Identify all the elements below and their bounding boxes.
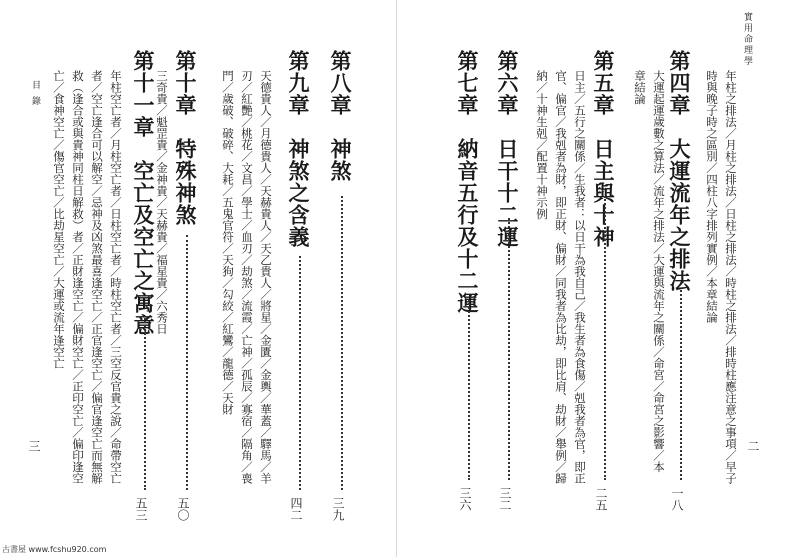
chapter-7-title: 第七章 納音五行及十二運	[455, 50, 480, 314]
dot-leader	[680, 290, 683, 480]
chapter-4-title: 第四章 大運流年之排法	[667, 50, 692, 292]
chapter-10-title: 第十章 特殊神煞	[173, 50, 198, 226]
chapter-8-page: 三九	[331, 497, 345, 521]
left-page	[0, 0, 396, 557]
chapter-6-page: 三二	[498, 487, 512, 511]
dot-leader	[144, 318, 147, 490]
chapter-6-title: 第六章 日干十二運	[495, 50, 520, 248]
chapter-11-sections: 年柱空亡者／月柱空亡者／日柱空亡者／時柱空亡者／三空反官貴之說／命帶空亡者／空亡逢合可以解空／忌神及凶煞最喜逢空亡／正官逢空亡／偏官逢空亡而無解救（逢合或與貴神同柱日解救）者／正財逢空亡／偏財空亡／正印空亡／偏印逢空亡／食神空亡／傷官空亡／比劫星空亡／大運或流年逢空亡	[52, 70, 123, 484]
chapter-5-title: 第五章 日主與十神	[591, 50, 616, 248]
chapter-4-sections: 大運起運歲數之算法／流年之排法／大運與流年之關係／命宮／命宮之影響／本章結論	[633, 70, 666, 473]
watermark: 古書屋 www.fcshu920.com	[2, 545, 107, 554]
chapter-3-sections: 年柱之排法／月柱之排法／日柱之排法／時柱之排法／排時柱應注意之事項／早子時與晚子時之區別／四柱八字排列實例／本章結論	[705, 70, 738, 484]
dot-leader	[299, 256, 302, 490]
page-header: 實用命理學	[742, 12, 752, 67]
chapter-9-title: 第九章 神煞之含義	[286, 50, 311, 248]
chapter-10-sections: 三奇貴／魁罡貴／金神貴／天赫貴／福星貴／六秀日	[155, 70, 169, 335]
page-header: 目 錄	[30, 80, 40, 107]
chapter-9-sections: 天德貴人／月德貴人／天赫貴人／天乙貴人／將星／金匱／金輿／華蓋／驛馬／羊刃／紅艷／桃花／文昌／學士／血刃／劫煞／流霞／亡神／孤辰／寡宿／隔角／喪門／歲破、破碎、大耗／五鬼官符／天狗／勾絞／紅鸞／龍德／天財	[221, 70, 273, 484]
chapter-5-sections: 日主／五行之關係／生我者：以日干為我自己／我生者為食傷／剋我者為官，即正官、偏官／我剋者為財，即正財、偏財／同我者為比劫，即比肩、劫財／舉例／歸納／十神生剋／配置十神示例	[535, 70, 587, 484]
dot-leader	[341, 196, 344, 490]
dot-leader	[604, 196, 607, 480]
dot-leader	[468, 300, 471, 480]
dot-leader	[186, 235, 189, 490]
chapter-7-page: 三六	[458, 487, 472, 511]
chapter-5-page: 二五	[594, 487, 608, 511]
right-page	[397, 0, 793, 557]
chapter-8-title: 第八章 神煞	[328, 50, 353, 182]
chapter-10-page: 五〇	[176, 497, 190, 521]
chapter-11-page: 五三	[134, 497, 148, 521]
chapter-11-title: 第十一章 空亡及空亡之寓意	[131, 50, 156, 336]
page-number: 二	[746, 440, 760, 452]
page-number: 三	[27, 440, 41, 452]
dot-leader	[508, 218, 511, 480]
chapter-4-page: 一八	[670, 487, 684, 511]
chapter-9-page: 四二	[289, 497, 303, 521]
